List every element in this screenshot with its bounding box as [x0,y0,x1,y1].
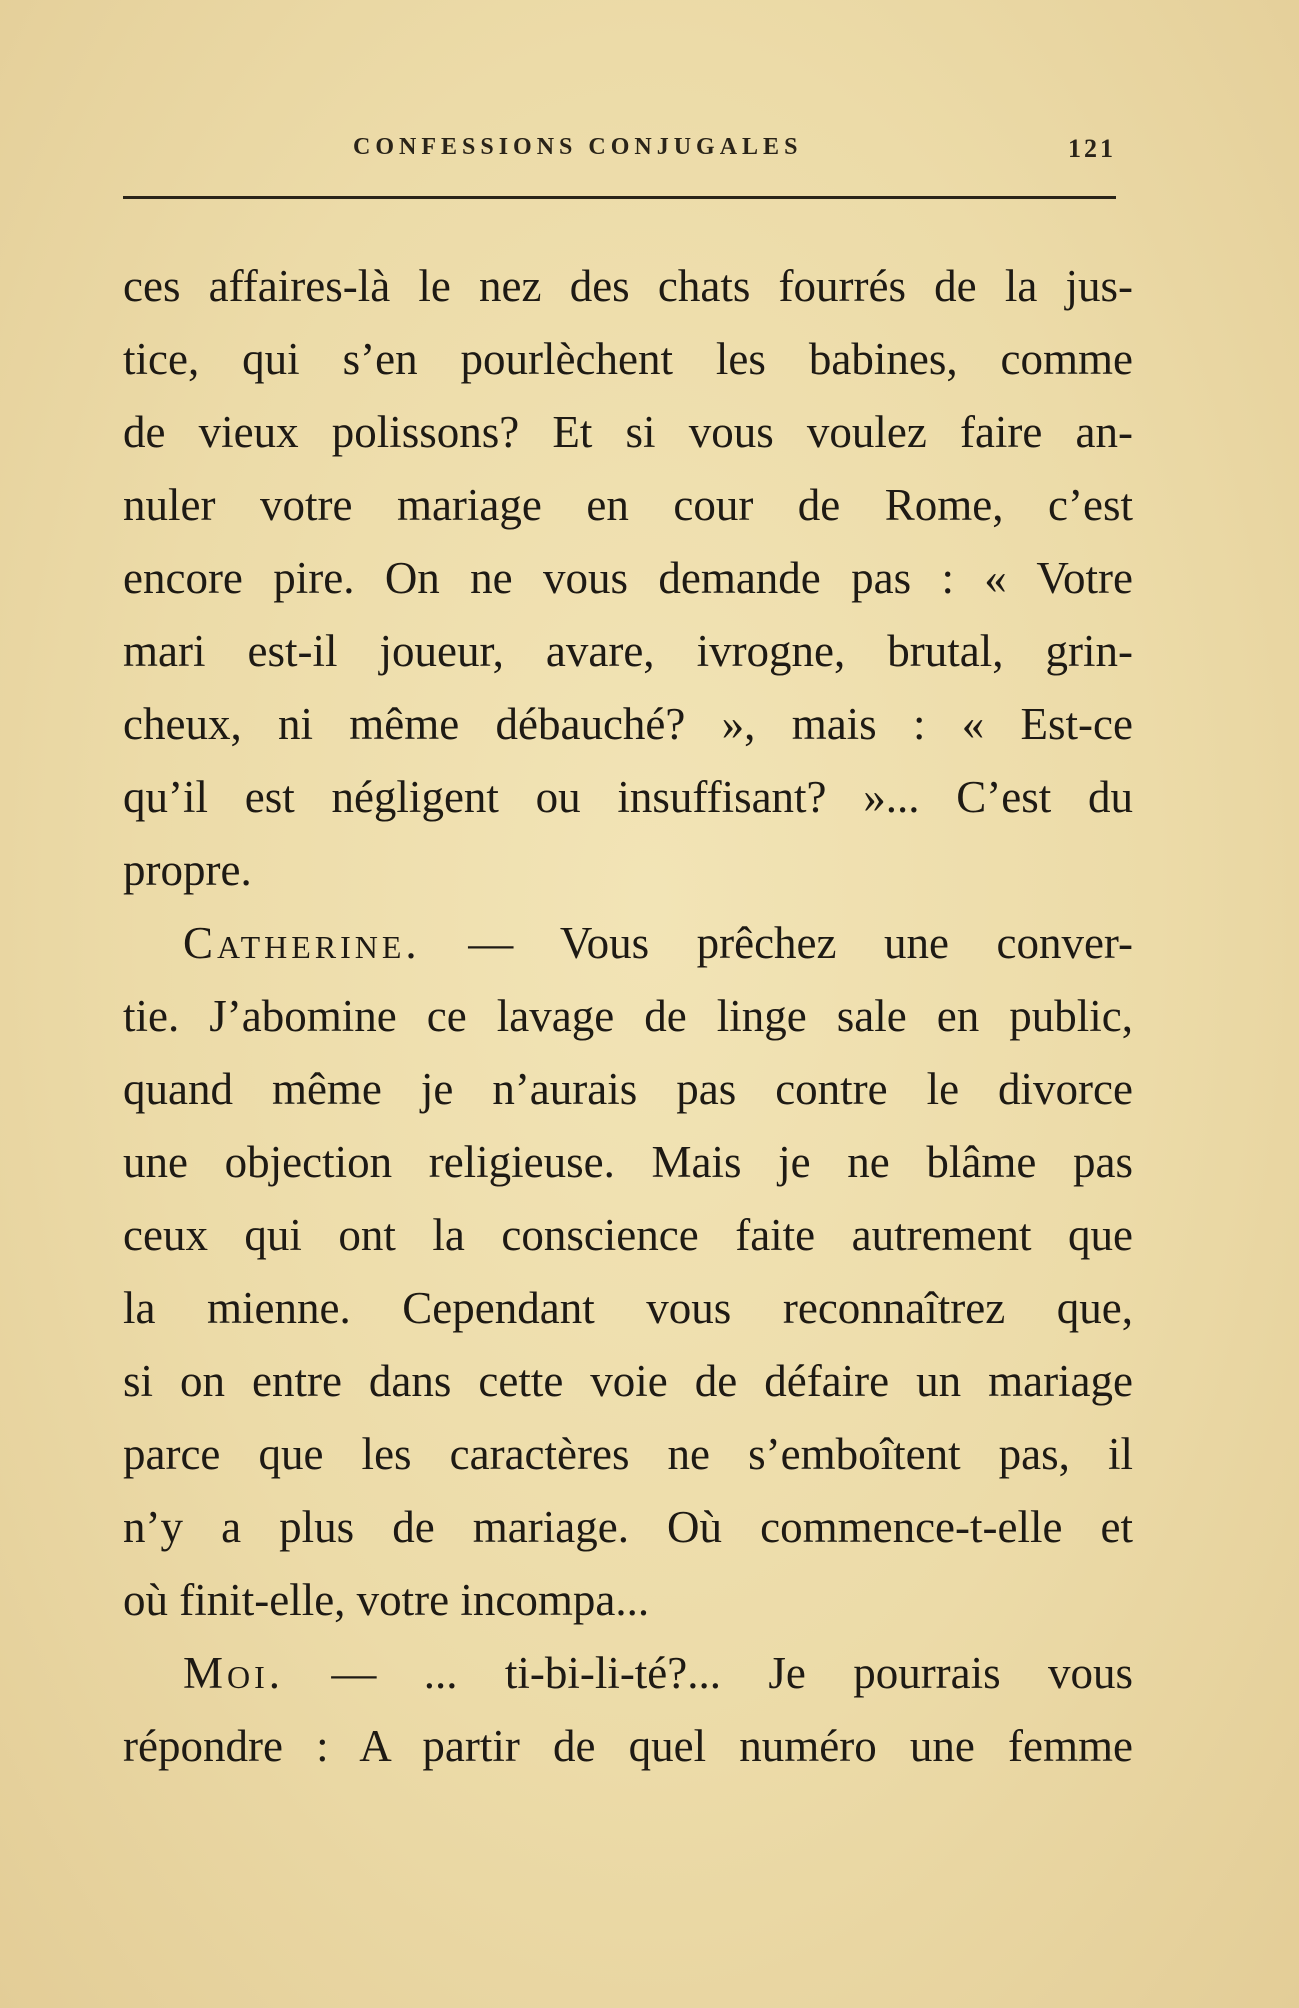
dialogue-text: — Vous prêchez une conver- [468,918,1134,968]
text-line: cheux, ni même débauché? », mais : « Est-ce [123,699,1133,749]
text-line: la mienne. Cependant vous reconnaîtrez que, [123,1283,1133,1333]
text-line: quand même je n’aurais pas contre le divorce [123,1064,1133,1114]
text-line: si on entre dans cette voie de défaire un mariage [123,1356,1133,1406]
running-title: CONFESSIONS CONJUGALES [353,134,803,160]
text-line: ces affaires-là le nez des chats fourrés de la jus- [123,261,1133,311]
text-line: n’y a plus de mariage. Où commence-t-elle et [123,1502,1133,1552]
page-header [123,128,1116,168]
text-line: ceux qui ont la conscience faite autrement que [123,1210,1133,1260]
speaker-name: Moi. [183,1648,285,1698]
text-line: tie. J’abomine ce lavage de linge sale en public, [123,991,1133,1041]
body-text [123,250,1133,1783]
dialogue-line-moi [123,1637,1133,1710]
dialogue-text: — ... ti-bi-li-té?... Je pourrais vous [331,1648,1134,1698]
speaker-name: Catherine. [183,918,421,968]
text-line: propre. [123,845,252,895]
dialogue-line-catherine [123,907,1133,980]
text-line: de vieux polissons? Et si vous voulez faire an- [123,407,1133,457]
text-line: nuler votre mariage en cour de Rome, c’est [123,480,1133,530]
text-line: où finit-elle, votre incompa... [123,1575,650,1625]
text-line: encore pire. On ne vous demande pas : « Votre [123,553,1133,603]
text-line: parce que les caractères ne s’emboîtent pas, il [123,1429,1133,1479]
text-line: répondre : A partir de quel numéro une femme [123,1721,1133,1771]
text-line: une objection religieuse. Mais je ne blâme pas [123,1137,1133,1187]
text-line: qu’il est négligent ou insuffisant? »... C’est du [123,772,1133,822]
page-number: 121 [1068,134,1116,163]
text-line: tice, qui s’en pourlèchent les babines, comme [123,334,1133,384]
header-rule [123,196,1116,199]
text-line: mari est-il joueur, avare, ivrogne, brutal, grin- [123,626,1133,676]
